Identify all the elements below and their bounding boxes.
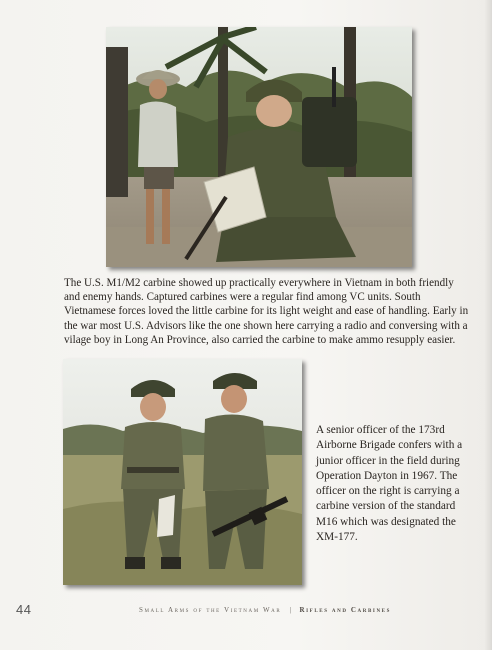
book-title: Small Arms of the Vietnam War [138,606,282,614]
officers-photo [63,359,302,585]
section-title: Rifles and Carbines [299,606,391,614]
advisor-with-boy-photo [106,27,412,267]
page-number: 44 [16,602,32,617]
bottom-photo-caption: A senior officer of the 173rd Airborne Brigade confers with a junior officer in the field during Operation Dayton in 1967. The officer on the right is carrying a carbine version of the standard M16 which was designated the XM-177. [316,424,463,544]
top-photo-caption: The U.S. M1/M2 carbine showed up practically everywhere in Vietnam in both friendly and enemy hands. Captured carbines were a regular find among VC units. South Vietnamese forces loved the little carbine for its light weight and ease of handling. Early in the war most U.S. Advisors like the one shown here carrying a radio and conversing with a vilage boy in Long An Province, also carried the carbine to make ammo resupply easier. [64,277,469,346]
footer-separator: | [289,606,292,614]
running-footer [120,606,410,614]
